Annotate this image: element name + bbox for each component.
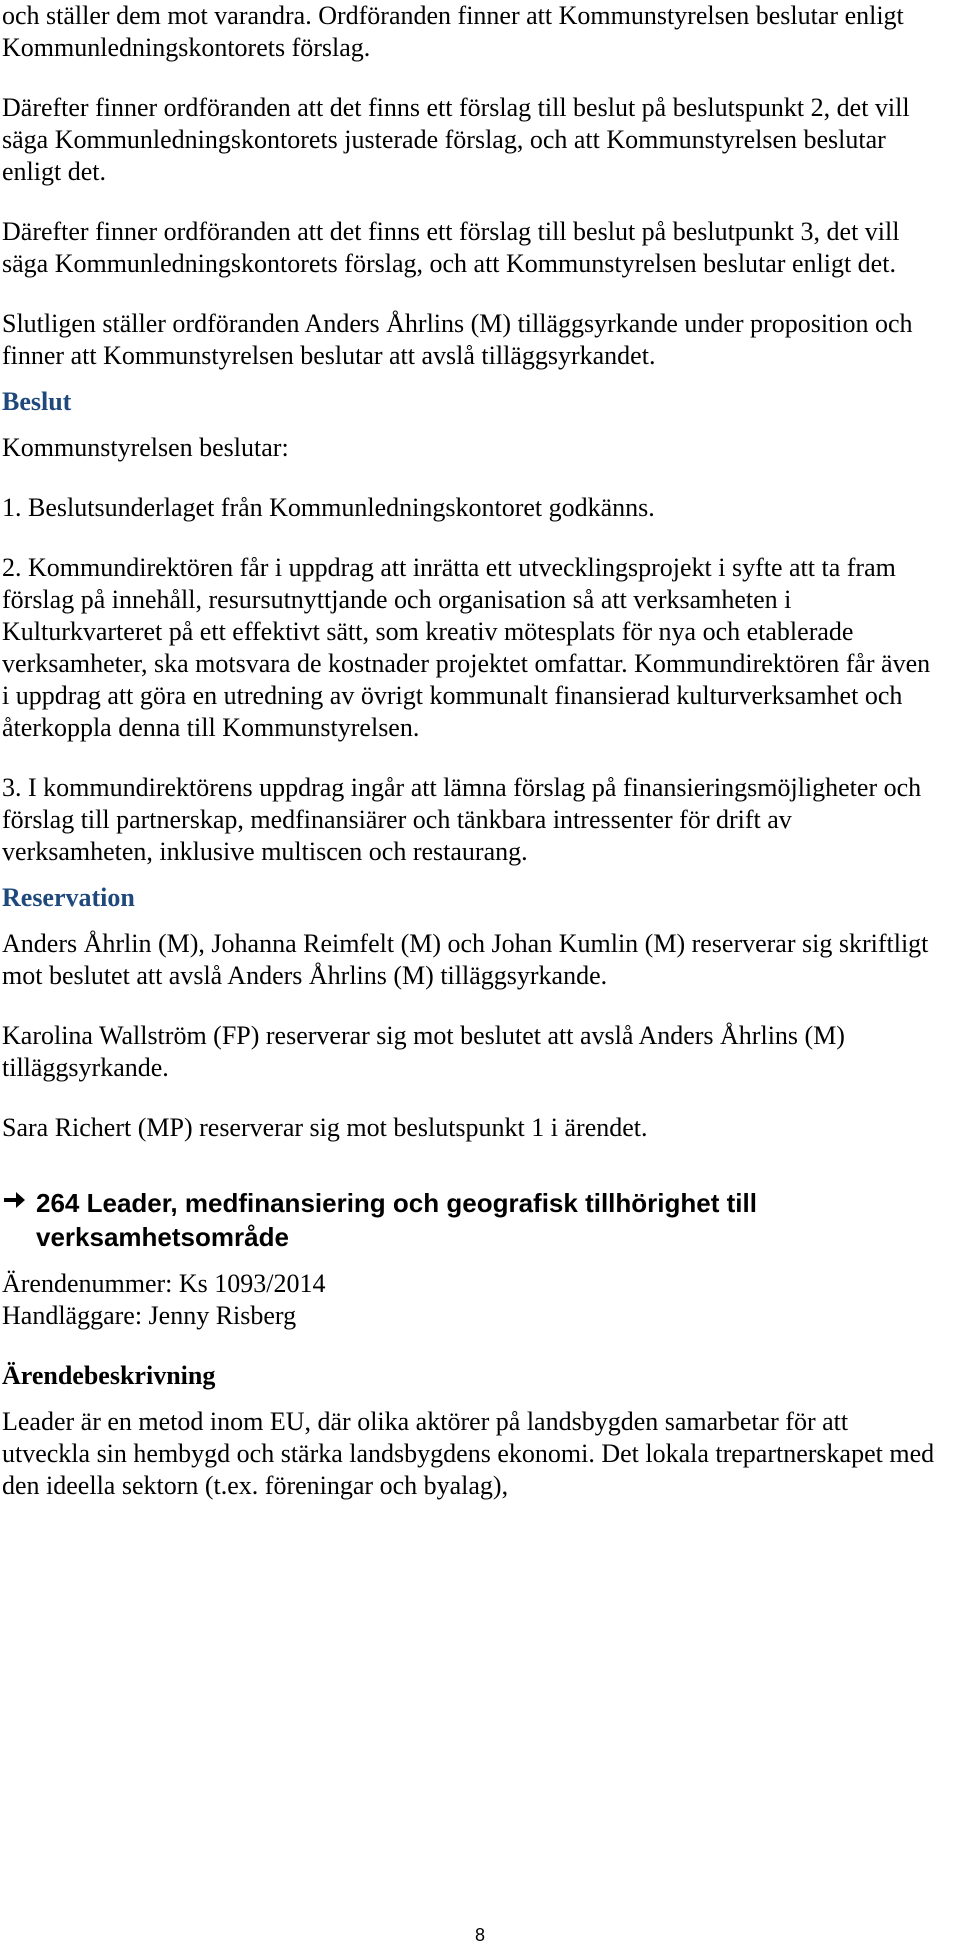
paragraph-beslutspunkt-2: Därefter finner ordföranden att det finns ett förslag till beslut på beslutspunkt 2, det vill säga Kommunledningskontorets justerade förslag, och att Kommunstyrelsen beslutar enligt det. [2, 93, 910, 186]
reservation-item-1: Anders Åhrlin (M), Johanna Reimfelt (M) och Johan Kumlin (M) reserverar sig skriftligt mot beslutet att avslå Anders Åhrlins (M) tilläggsyrkande. [2, 929, 929, 990]
paragraph-continuation: och ställer dem mot varandra. Ordföranden finner att Kommunstyrelsen beslutar enligt Kommunledningskontorets förslag. [2, 1, 904, 62]
page-content [2, 0, 942, 1502]
beslut-intro: Kommunstyrelsen beslutar: [2, 433, 289, 462]
reservation-item-3: Sara Richert (MP) reserverar sig mot beslutspunkt 1 i ärendet. [2, 1113, 648, 1142]
arendebeskrivning-heading: Ärendebeskrivning [2, 1361, 216, 1390]
handlaggare: Handläggare: Jenny Risberg [2, 1301, 297, 1330]
arrow-right-icon [2, 1188, 26, 1212]
section-title-264 [2, 1186, 942, 1254]
reservation-item-2: Karolina Wallström (FP) reserverar sig mot beslutet att avslå Anders Åhrlins (M) tilläggsyrkande. [2, 1021, 845, 1082]
arendenummer: Ärendenummer: Ks 1093/2014 [2, 1269, 326, 1298]
paragraph-tillaggsyrkande: Slutligen ställer ordföranden Anders Åhrlins (M) tilläggsyrkande under proposition och finner att Kommunstyrelsen beslutar att avslå tilläggsyrkandet. [2, 309, 913, 370]
paragraph-beslutspunkt-3: Därefter finner ordföranden att det finns ett förslag till beslut på beslutpunkt 3, det vill säga Kommunledningskontorets förslag, och att Kommunstyrelsen beslutar enligt det. [2, 217, 900, 278]
reservation-heading: Reservation [2, 883, 135, 912]
section-title-text: 264 Leader, medfinansiering och geografisk tillhörighet till verksamhetsområde [36, 1188, 757, 1252]
beslut-heading: Beslut [2, 387, 72, 416]
beslut-item-3: 3. I kommundirektörens uppdrag ingår att lämna förslag på finansieringsmöjligheter och förslag till partnerskap, medfinansiärer och tänkbara intressenter för drift av verksamheten, inklusive multiscen och restaurang. [2, 773, 922, 866]
arendebeskrivning-text: Leader är en metod inom EU, där olika aktörer på landsbygden samarbetar för att utveckla sin hembygd och stärka landsbygdens ekonomi. Det lokala trepartnerskapet med den ideella sektorn (t.ex. föreningar och byalag), [2, 1407, 935, 1500]
beslut-item-1: 1. Beslutsunderlaget från Kommunledningskontoret godkänns. [2, 493, 655, 522]
beslut-item-2: 2. Kommundirektören får i uppdrag att inrätta ett utvecklingsprojekt i syfte att ta fram förslag på innehåll, resursutnyttjande och organisation så att verksamheten i Kulturkvarteret på ett effektivt sätt, som kreativ mötesplats för nya och etablerade verksamheter, ska motsvara de kostnader projektet omfattar. Kommundirektören får även i uppdrag att göra en utredning av övrigt kommunalt finansierad kulturverksamhet och återkoppla denna till Kommunstyrelsen. [2, 553, 931, 742]
page-number: 8 [474, 1925, 485, 1945]
